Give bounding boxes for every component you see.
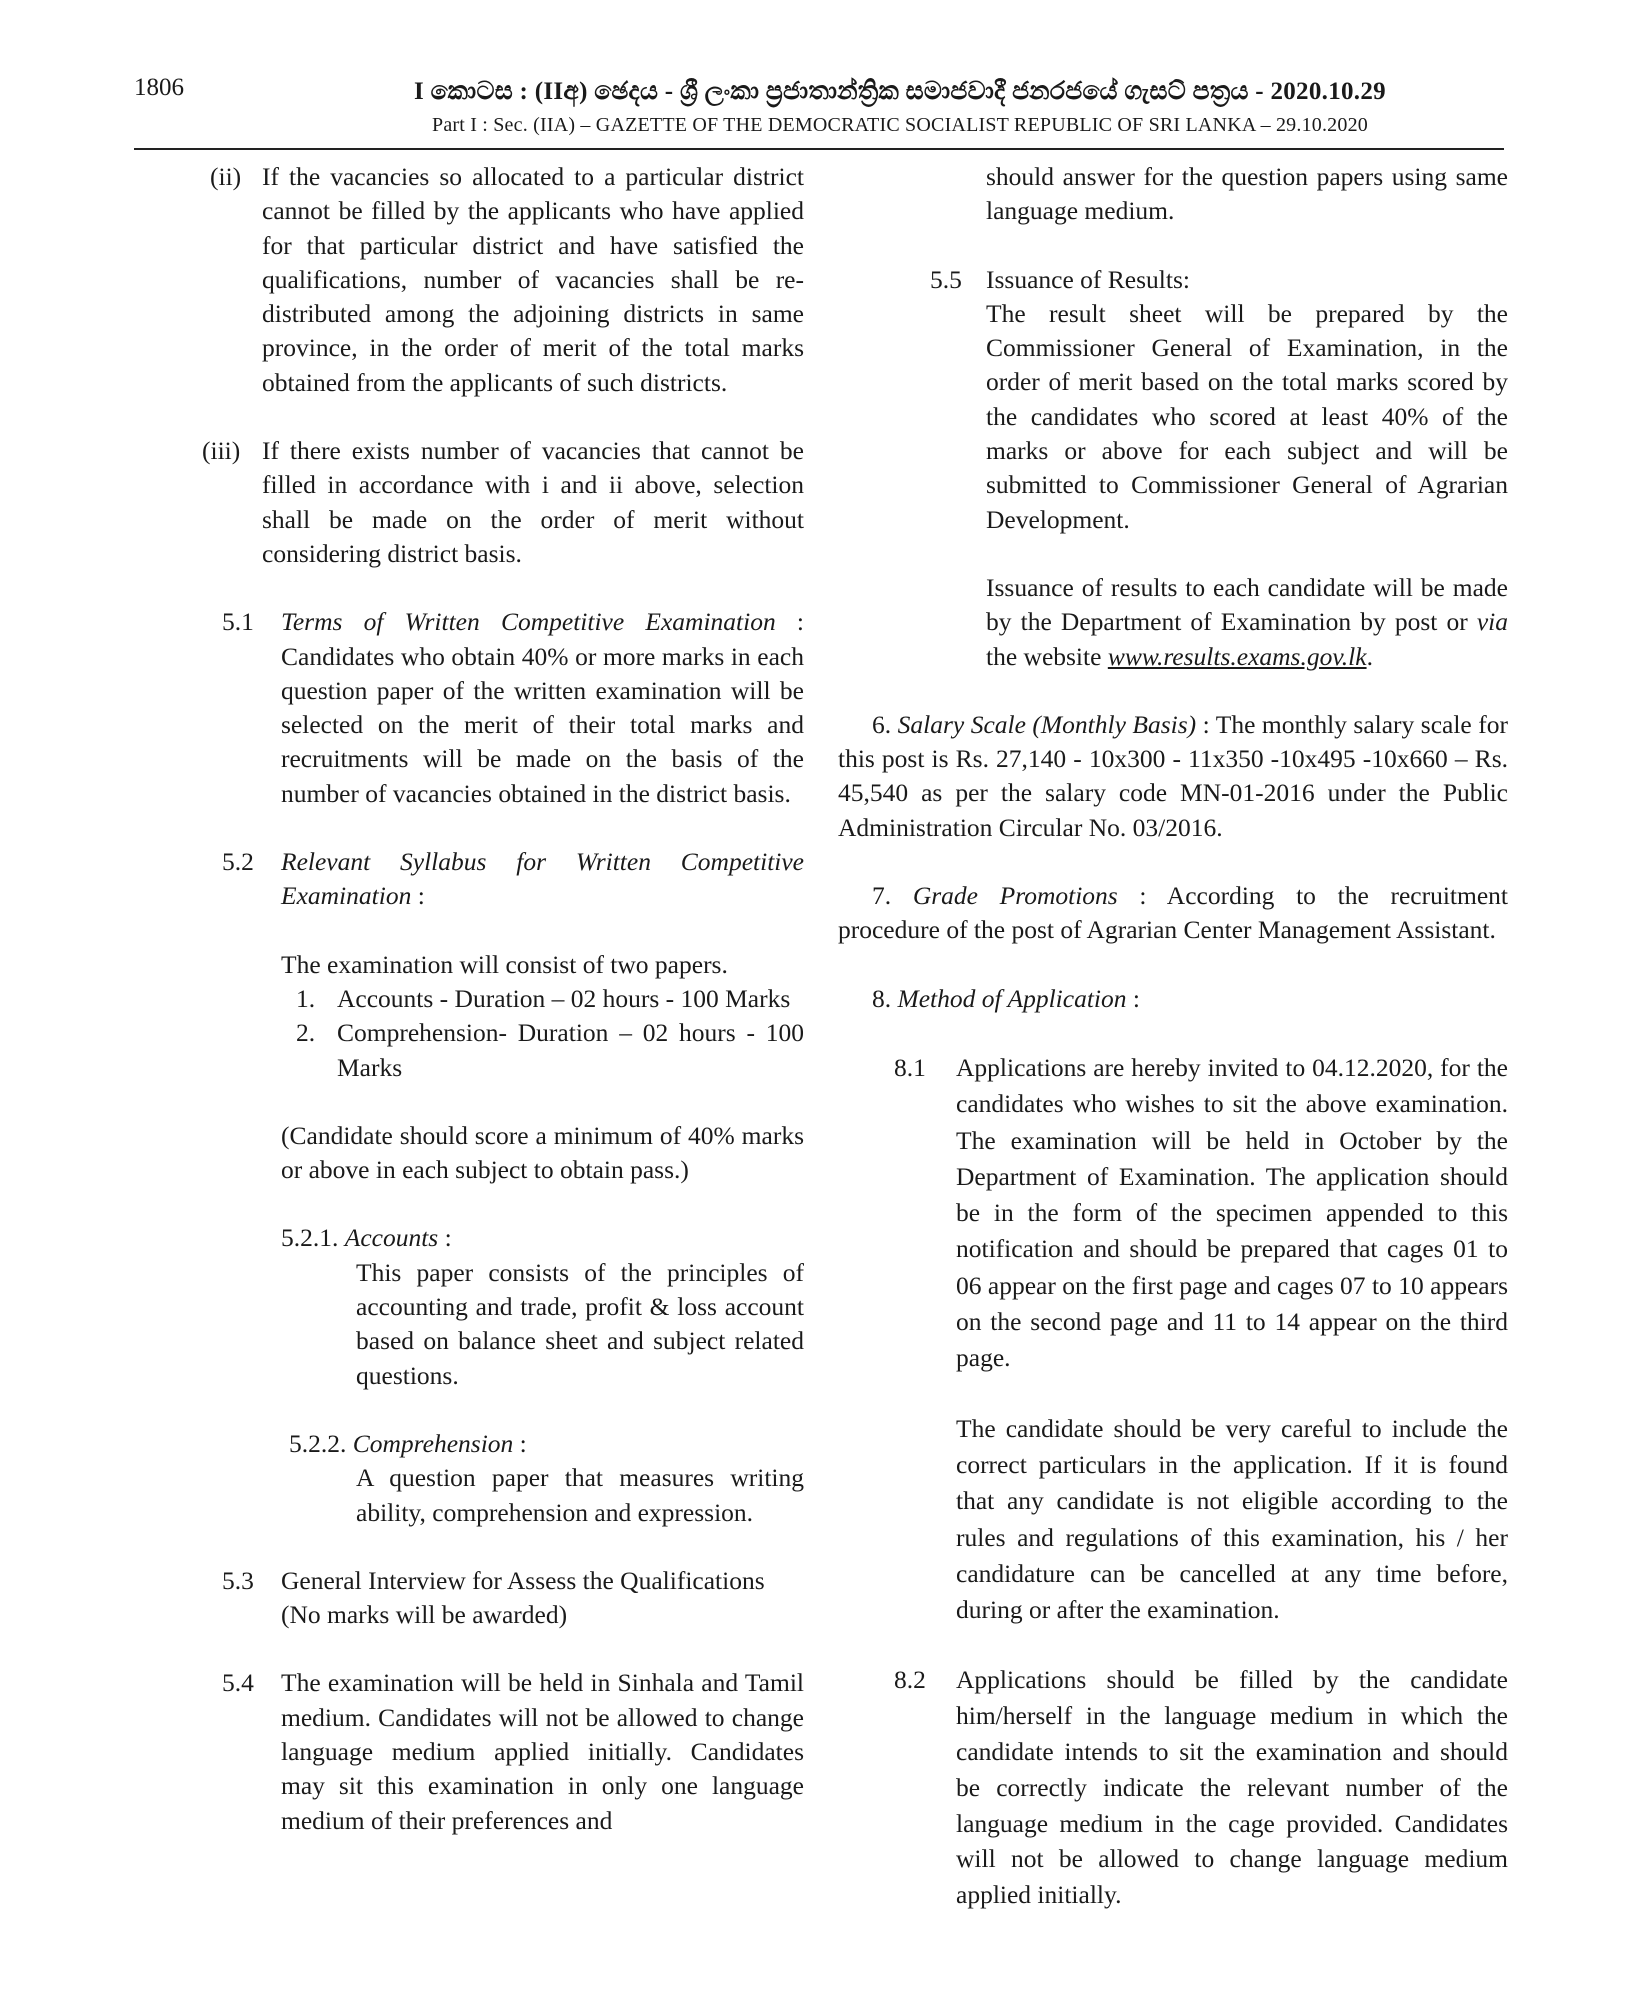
section-5-2-2-number: 5.2.2. [289, 1428, 347, 1458]
paper-1-text: Accounts - Duration – 02 hours - 100 Marks [337, 983, 791, 1013]
section-5-2-1-title: Accounts [344, 1223, 439, 1253]
section-6-number: 6. [872, 709, 892, 739]
section-8-1-text: Applications are hereby invited to 04.12.2020, for the candidates who wishes to sit the above examination. The examination will be held in October by the Department of Examination. The application should be in the form of the specimen appended to this notification and should be prepared that cages 01 to 06 appear on the first page and cages 07 to 10 appears on the second page and 11 to 14 appear on the third page. [956, 1052, 1508, 1373]
section-5-3-number: 5.3 [222, 1565, 254, 1595]
clause-ii-text: If the vacancies so allocated to a particular district cannot be filled by the applicants who have applied for that particular district and have satisfied the qualifications, number of vacancies shall be re- distributed among the adjoining districts in same province, in the order of merit of the total marks obtained from the applicants of such districts. [262, 162, 804, 397]
paper-2-number: 2. [296, 1018, 316, 1048]
section-8-2 [838, 1662, 1508, 1913]
section-6-title: Salary Scale (Monthly Basis) [897, 709, 1197, 739]
right-column [838, 160, 1508, 1913]
section-5-2-1-number: 5.2.1. [281, 1223, 339, 1253]
section-5-1-title: Terms of Written Competitive Examination [281, 607, 776, 637]
section-5-2 [134, 845, 804, 914]
section-5-1 [134, 605, 804, 811]
header-english-title: Part I : Sec. (IIA) – GAZETTE OF THE DEMOCRATIC SOCIALIST REPUBLIC OF SRI LANKA – 29.10.2020 [432, 114, 1368, 136]
section-5-4-number: 5.4 [222, 1668, 254, 1698]
section-5-5-text2-a: Issuance of results to each candidate will be made by the Department of Examination by post or [986, 572, 1508, 637]
clause-iii-text: If there exists number of vacancies that cannot be filled in accordance with i and ii above, selection shall be made on the order of merit without considering district basis. [262, 436, 804, 568]
section-5-2-1-colon: : [438, 1223, 452, 1253]
section-5-1-colon: : [775, 607, 804, 637]
paper-1-number: 1. [296, 983, 316, 1013]
section-5-2-title: Relevant Syllabus for Written Competitive Examination [281, 847, 804, 911]
clause-iii-number: (iii) [202, 436, 241, 466]
section-5-2-note: (Candidate should score a minimum of 40% marks or above in each subject to obtain pass.) [281, 1120, 804, 1185]
section-5-2-intro: The examination will consist of two papers. [281, 949, 728, 979]
section-5-2-2-title: Comprehension [352, 1428, 514, 1458]
section-5-5 [838, 263, 1508, 297]
section-5-5-number: 5.5 [930, 264, 962, 294]
paper-list-item [134, 1016, 804, 1085]
section-8-2-number: 8.2 [894, 1665, 926, 1695]
header-sinhala-title: I කොටස : (IIඅ) ඡෙදය - ශ්‍රී ලංකා ප්‍රජාතාන්ත්‍රික සමාජවාදී ජනරජයේ ගැසට් පත්‍රය - 2020.10.29 [414, 78, 1386, 105]
section-5-4-continued: should answer for the question papers using same language medium. [986, 162, 1508, 226]
section-5-2-1-text: This paper consists of the principles of accounting and trade, profit & loss account based on balance sheet and subject related questions. [356, 1257, 804, 1390]
section-8-1 [838, 1050, 1508, 1377]
section-5-5-text2-end: . [1366, 641, 1373, 671]
left-column [134, 160, 804, 1838]
section-8-2-text: Applications should be filled by the candidate him/herself in the language medium in which the candidate intends to sit the examination and should be correctly indicate the relevant number of the language medium in the cage provided. Candidates will not be allowed to change language medium applied initially. [956, 1665, 1508, 1910]
clause-ii [134, 160, 804, 400]
section-5-4-text: The examination will be held in Sinhala and Tamil medium. Candidates will not be allowed to change language medium applied initially. Candidates may sit this examination in only one language medium of their preferences and [281, 1668, 804, 1835]
section-5-3 [134, 1564, 804, 1633]
header-rule [134, 148, 1504, 150]
section-7-text: : According to the recruitment procedure of the post of Agrarian Center Management Assistant. [838, 881, 1508, 945]
section-6-text: : The monthly salary scale for this post is Rs. 27,140 - 10x300 - 11x350 -10x495 -10x660 – Rs. 45,540 as per the salary code MN-01-2016 under the Public Administration Circular No. 03/2016. [838, 709, 1508, 842]
section-5-5-title: Issuance of Results: [986, 264, 1190, 294]
section-5-1-text: Candidates who obtain 40% or more marks in each question paper of the written examination will be selected on the merit of their total marks and recruitments will be made on the basis of the number of vacancies obtained in the district basis. [281, 641, 804, 808]
section-5-5-via: via [1476, 607, 1508, 637]
section-8-1-number: 8.1 [894, 1052, 926, 1082]
section-5-3-text: General Interview for Assess the Qualifications (No marks will be awarded) [281, 1565, 765, 1630]
section-5-2-2-text: A question paper that measures writing ability, comprehension and expression. [356, 1463, 804, 1527]
section-8-number: 8. [872, 983, 892, 1013]
section-5-2-number: 5.2 [222, 847, 254, 877]
section-7-title: Grade Promotions [912, 881, 1118, 911]
section-5-4 [134, 1666, 804, 1837]
clause-iii [134, 434, 804, 571]
section-8-colon: : [1126, 983, 1140, 1013]
section-5-2-1 [134, 1221, 804, 1255]
section-5-2-colon: : [411, 881, 425, 911]
page-number: 1806 [134, 74, 184, 101]
section-5-2-2-colon: : [513, 1428, 527, 1458]
paper-2-text: Comprehension- Duration – 02 hours - 100 Marks [337, 1018, 804, 1082]
section-5-5-text: The result sheet will be prepared by the Commissioner General of Examination, in the order of merit based on the total marks scored by the candidates who scored at least 40% of the marks or above for each subject and will be submitted to Commissioner General of Agrarian Development. [986, 298, 1508, 534]
section-7-number: 7. [872, 881, 892, 911]
section-5-5-text2 [838, 571, 1508, 674]
section-8-title: Method of Application [897, 983, 1127, 1013]
section-5-5-text2-b: the website [986, 641, 1108, 671]
section-5-2-2 [134, 1427, 804, 1461]
results-website-link[interactable]: www.results.exams.gov.lk [1107, 641, 1367, 671]
section-8-1-text2: The candidate should be very careful to include the correct particulars in the application. If it is found that any candidate is not eligible according to the rules and regulations of this examination, his / her candidature can be cancelled at any time before, during or after the examination. [956, 1413, 1508, 1625]
clause-ii-number: (ii) [210, 162, 242, 191]
section-6 [838, 708, 1508, 845]
section-7 [838, 879, 1508, 948]
section-5-1-number: 5.1 [222, 607, 254, 637]
section-8 [838, 982, 1508, 1016]
paper-list-item [134, 982, 804, 1016]
